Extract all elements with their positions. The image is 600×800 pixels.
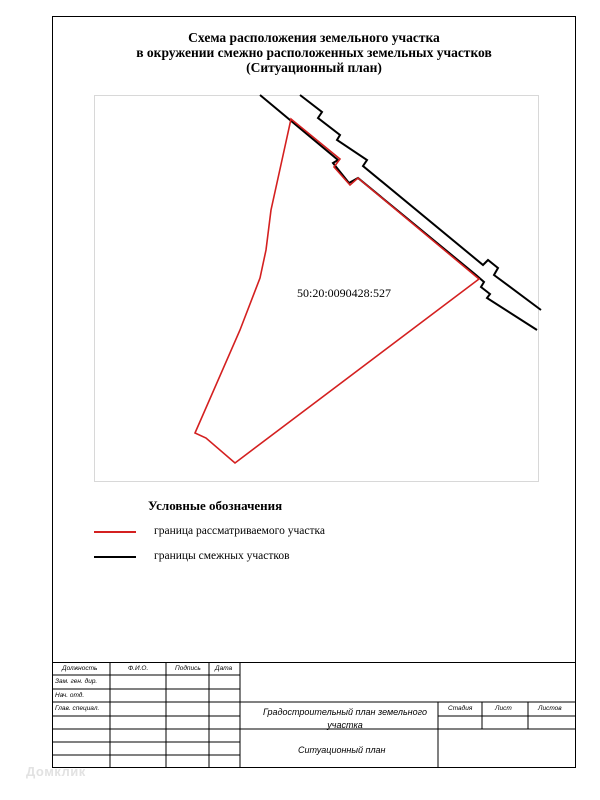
row-position-1: Зам. ген. дир. — [55, 678, 98, 685]
sheet-title: Ситуационный план — [298, 745, 386, 755]
header-name: Ф.И.О. — [128, 665, 149, 672]
legend-black-line — [94, 556, 136, 558]
title-block — [52, 662, 576, 768]
row-position-3: Глав. специал. — [55, 705, 100, 712]
legend-item-label: граница рассматриваемого участка — [154, 525, 326, 537]
stage-label: Стадия — [448, 705, 473, 712]
header-position: Должность — [62, 665, 98, 672]
document-title: Градостроительный план земельного участка — [263, 707, 427, 730]
legend-item-adjacent — [94, 550, 394, 564]
cadastral-number: 50:20:0090428:527 — [297, 286, 392, 300]
watermark: Домклик — [26, 764, 86, 779]
title-line-2: в окружении смежно расположенных земельных участков — [136, 45, 492, 60]
header-date: Дата — [215, 665, 233, 672]
legend-red-line — [94, 531, 136, 533]
title-line-1: Схема расположения земельного участка — [188, 30, 440, 45]
header-signature: Подпись — [175, 665, 201, 672]
legend-item-label: границы смежных участков — [154, 550, 290, 562]
sheet-label: Лист — [495, 705, 512, 712]
title-line-3: (Ситуационный план) — [246, 60, 382, 75]
row-position-2: Нач. отд. — [55, 692, 85, 699]
adjacent-boundary-outer — [300, 95, 541, 310]
legend-item-subject — [94, 525, 394, 539]
legend-title: Условные обозначения — [148, 498, 283, 513]
sheets-label: Листов — [538, 705, 562, 712]
